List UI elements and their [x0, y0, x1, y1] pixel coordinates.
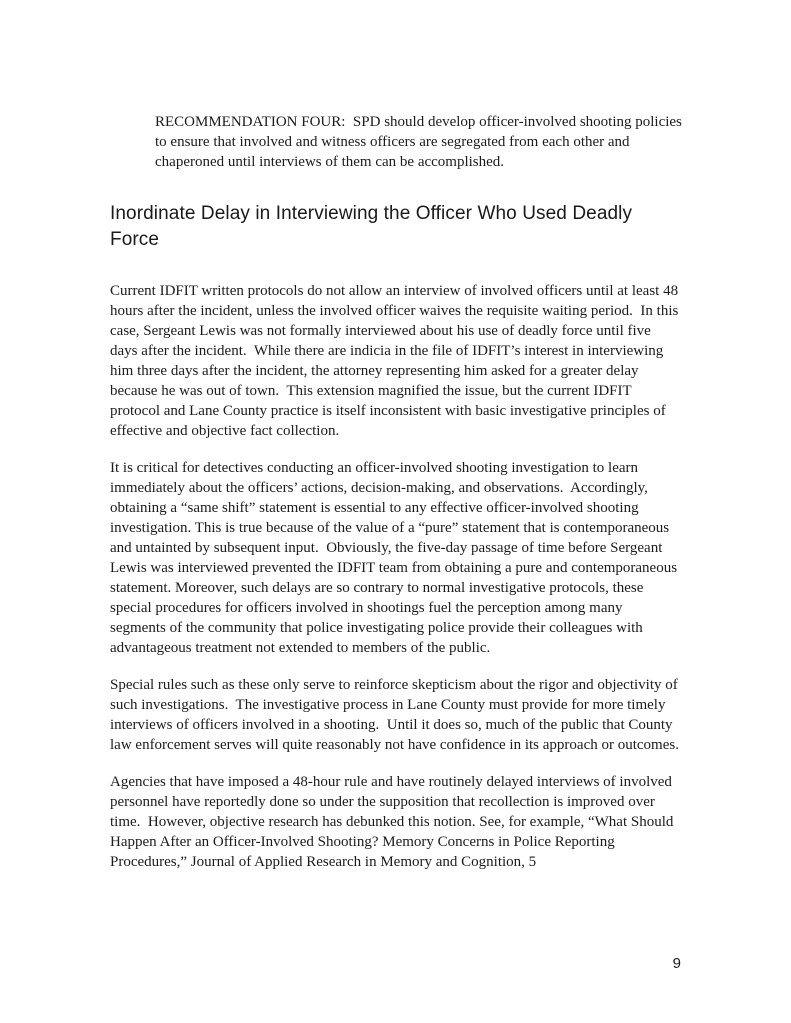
body-paragraph-2: It is critical for detectives conducting an officer-involved shooting investigation to learn immediately about the officers’ actions, decision-making, and observations. Accordingly, obtaining a “same shift” statement is essential to any effective officer-involved shooting investigation. This is true because of the value of a “pure” statement that is contemporaneous and untainted by subsequent input. Obviously, the five-day passage of time before Sergeant Lewis was interviewed prevented the IDFIT team from obtaining a pure and contemporaneous statement. Moreover, such delays are so contrary to normal investigative protocols, these special procedures for officers involved in shootings fuel the perception among many segments of the community that police investigating police provide their colleagues with advantageous treatment not extended to members of the public. — [110, 460, 681, 656]
body-paragraph-3: Special rules such as these only serve to reinforce skepticism about the rigor and objectivity of such investigations. The investigative process in Lane County must provide for more timely interviews of officers involved in a shooting. Until it does so, much of the public that County law enforcement serves will quite reasonably not have confidence in its approach or outcomes. — [110, 677, 682, 753]
recommendation-block: RECOMMENDATION FOUR: SPD should develop officer-involved shooting policies to ensure that involved and witness officers are segregated from each other and chaperoned until interviews of them can be accomplished. — [155, 114, 686, 170]
body-paragraph-1: Current IDFIT written protocols do not allow an interview of involved officers until at least 48 hours after the incident, unless the involved officer waives the requisite waiting period. In this case, Sergeant Lewis was not formally interviewed about his use of deadly force until five days after the incident. While there are indicia in the file of IDFIT’s interest in interviewing him three days after the incident, the attorney representing him asked for a greater delay because he was out of town. This extension magnified the issue, but the current IDFIT protocol and Lane County practice is itself inconsistent with basic investigative principles of effective and objective fact collection. — [110, 283, 683, 439]
section-heading: Inordinate Delay in Interviewing the Officer Who Used Deadly Force — [110, 203, 633, 250]
page-number: 9 — [672, 955, 681, 972]
body-paragraph-4: Agencies that have imposed a 48-hour rule and have routinely delayed interviews of involved personnel have reportedly done so under the supposition that recollection is improved over time. However, objective research has debunked this notion. See, for example, “What Should Happen After an Officer-Involved Shooting? Memory Concerns in Police Reporting Procedures,” Journal of Applied Research in Memory and Cognition, 5 — [110, 774, 678, 870]
